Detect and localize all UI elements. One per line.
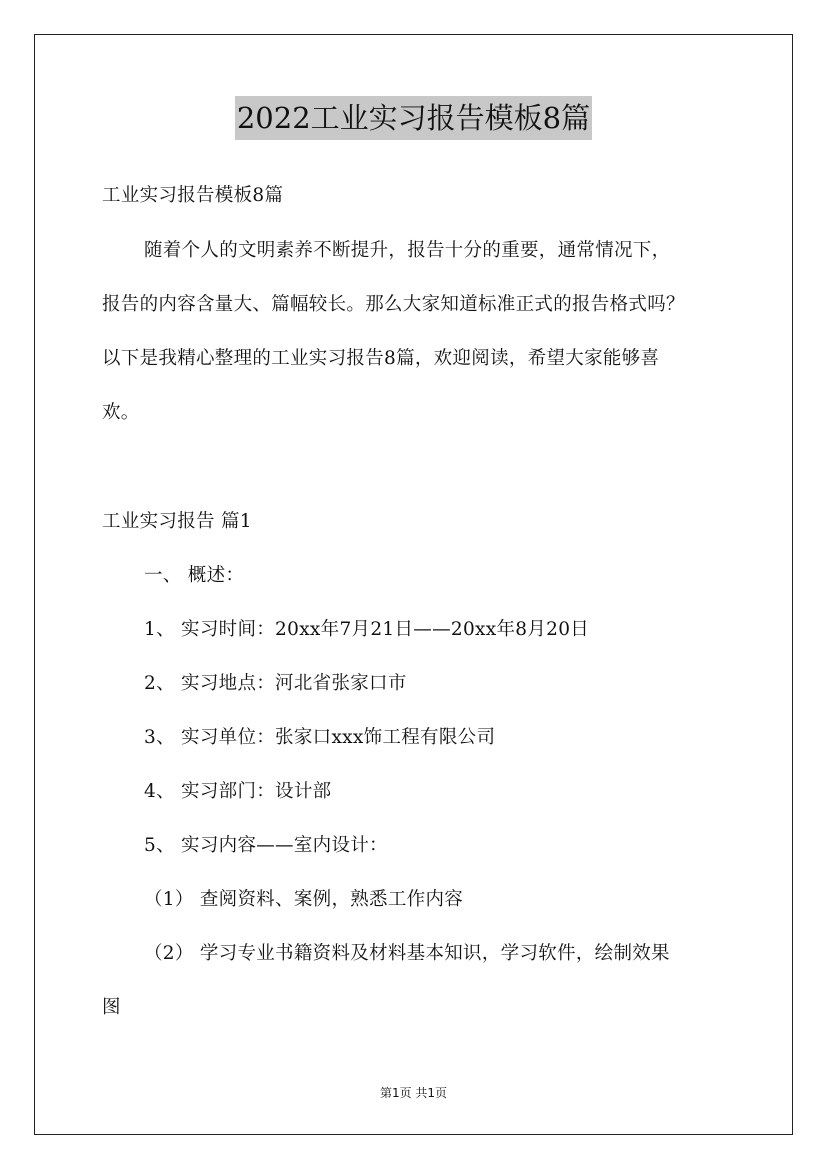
document-title: 2022工业实习报告模板8篇 <box>235 96 592 140</box>
list-item: 2、 实习地点：河北省张家口市 <box>144 673 407 694</box>
intro-line-2: 报告的内容含量大、篇幅较长。那么大家知道标准正式的报告格式吗？ <box>102 294 685 315</box>
page-number: 第1页 共1页 <box>379 1086 448 1100</box>
intro-line-3: 以下是我精心整理的工业实习报告8篇，欢迎阅读，希望大家能够喜 <box>102 348 660 369</box>
intro-line-1: 随着个人的文明素养不断提升，报告十分的重要，通常情况下， <box>144 240 671 261</box>
list-item: 1、 实习时间：20xx年7月21日——20xx年8月20日 <box>144 619 590 640</box>
list-item: 4、 实习部门：设计部 <box>144 781 332 802</box>
sub-list-item: （2） 学习专业书籍资料及材料基本知识，学习软件，绘制效果 <box>144 943 670 964</box>
overview-heading: 一、 概述： <box>144 565 245 586</box>
document-subtitle: 工业实习报告模板8篇 <box>102 185 284 206</box>
list-item: 3、 实习单位：张家口xxx饰工程有限公司 <box>144 727 496 748</box>
sub-list-item-continuation: 图 <box>102 997 121 1018</box>
list-item: 5、 实习内容——室内设计： <box>144 835 388 856</box>
intro-line-4: 欢。 <box>102 402 140 423</box>
section-heading: 工业实习报告 篇1 <box>102 511 252 532</box>
sub-list-item: （1） 查阅资料、案例，熟悉工作内容 <box>144 889 464 910</box>
